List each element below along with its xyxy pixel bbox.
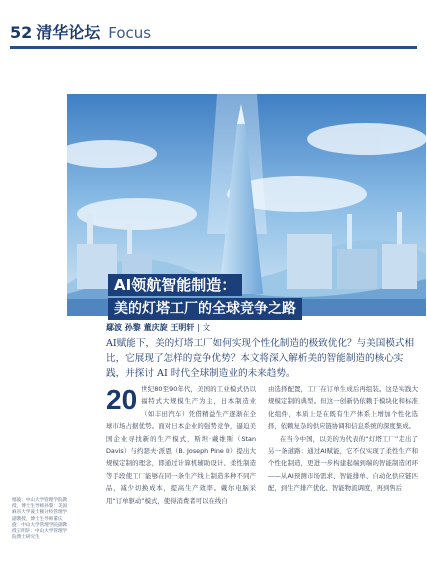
author-suffix: | 文 xyxy=(197,323,211,332)
section-title-en: Focus xyxy=(108,24,152,42)
author-byline xyxy=(106,322,210,333)
header-divider xyxy=(10,46,417,49)
article-title xyxy=(108,274,302,320)
author-names: 鄢波 孙黎 董庆旋 王明轩 xyxy=(106,323,195,332)
body-paragraph: 世纪80至90年代，美国的工业模式仍以福特式大规模生产为主，日本制造业（如丰田汽车）凭借精益生产逐渐在全球市场占据优势。面对日本企业的强势竞争，逼迫美国企业寻找新的生产模式，斯坦·戴维斯（Stan Davis）与约瑟夫·派恩（B. Joseph Pine II）提出大规模定制的理念，即通过计算机辅助设计、柔性制造等手段使工厂能够在同一条生产线上制造多种不同产品，减少切换成本，提高生产效率。戴尔电脑采用“订单驱动”模式，使得消费者可以在线自 xyxy=(106,385,256,505)
author-note: 鄢波：中山大学管理学院教授，博士生导师孙黎：美国麻省大学波士顿分校管理学副教授，博士生导师董庆旋：中山大学管理学院副教授王明轩：中山大学管理学院博士研究生 xyxy=(12,498,68,541)
body-column-left xyxy=(106,383,256,507)
body-paragraph: 由选择配置，工厂在订单生成后再组装。这是实践大规模定制的典型。但这一创新仍依赖于模块化和标准化组件，本质上是在既有生产体系上增加个性化选择，依赖复杂的供应链协调和信息系统的深度集成。 xyxy=(268,385,418,431)
body-paragraph: 在当今中国，以美的为代表的“灯塔工厂”走出了另一条道路：通过AI赋能，它不仅实现了柔性生产和个性化制造，更进一步构建起端到端的智能制造闭环——从AI预测市场需求、智能排单、自动化供应链匹配，到生产排产优化、智能物流调度，再到售后 xyxy=(268,434,418,493)
page-number: 52 xyxy=(10,23,33,42)
page-header xyxy=(10,20,151,44)
article-title-line2: 美的灯塔工厂的全球竞争之路 xyxy=(108,298,302,320)
section-title-cn: 清华论坛 xyxy=(36,23,101,42)
article-lede: AI赋能下，美的灯塔工厂如何实现个性化制造的极致优化？与美国模式相比，它展现了怎样的竞争优势？本文将深入解析美的智能制造的核心实践，并探讨 AI 时代全球制造业的未来趋势。 xyxy=(106,338,415,379)
body-column-right xyxy=(268,383,418,495)
article-title-line1: AI领航智能制造： xyxy=(108,274,242,296)
drop-cap: 20 xyxy=(106,384,138,415)
